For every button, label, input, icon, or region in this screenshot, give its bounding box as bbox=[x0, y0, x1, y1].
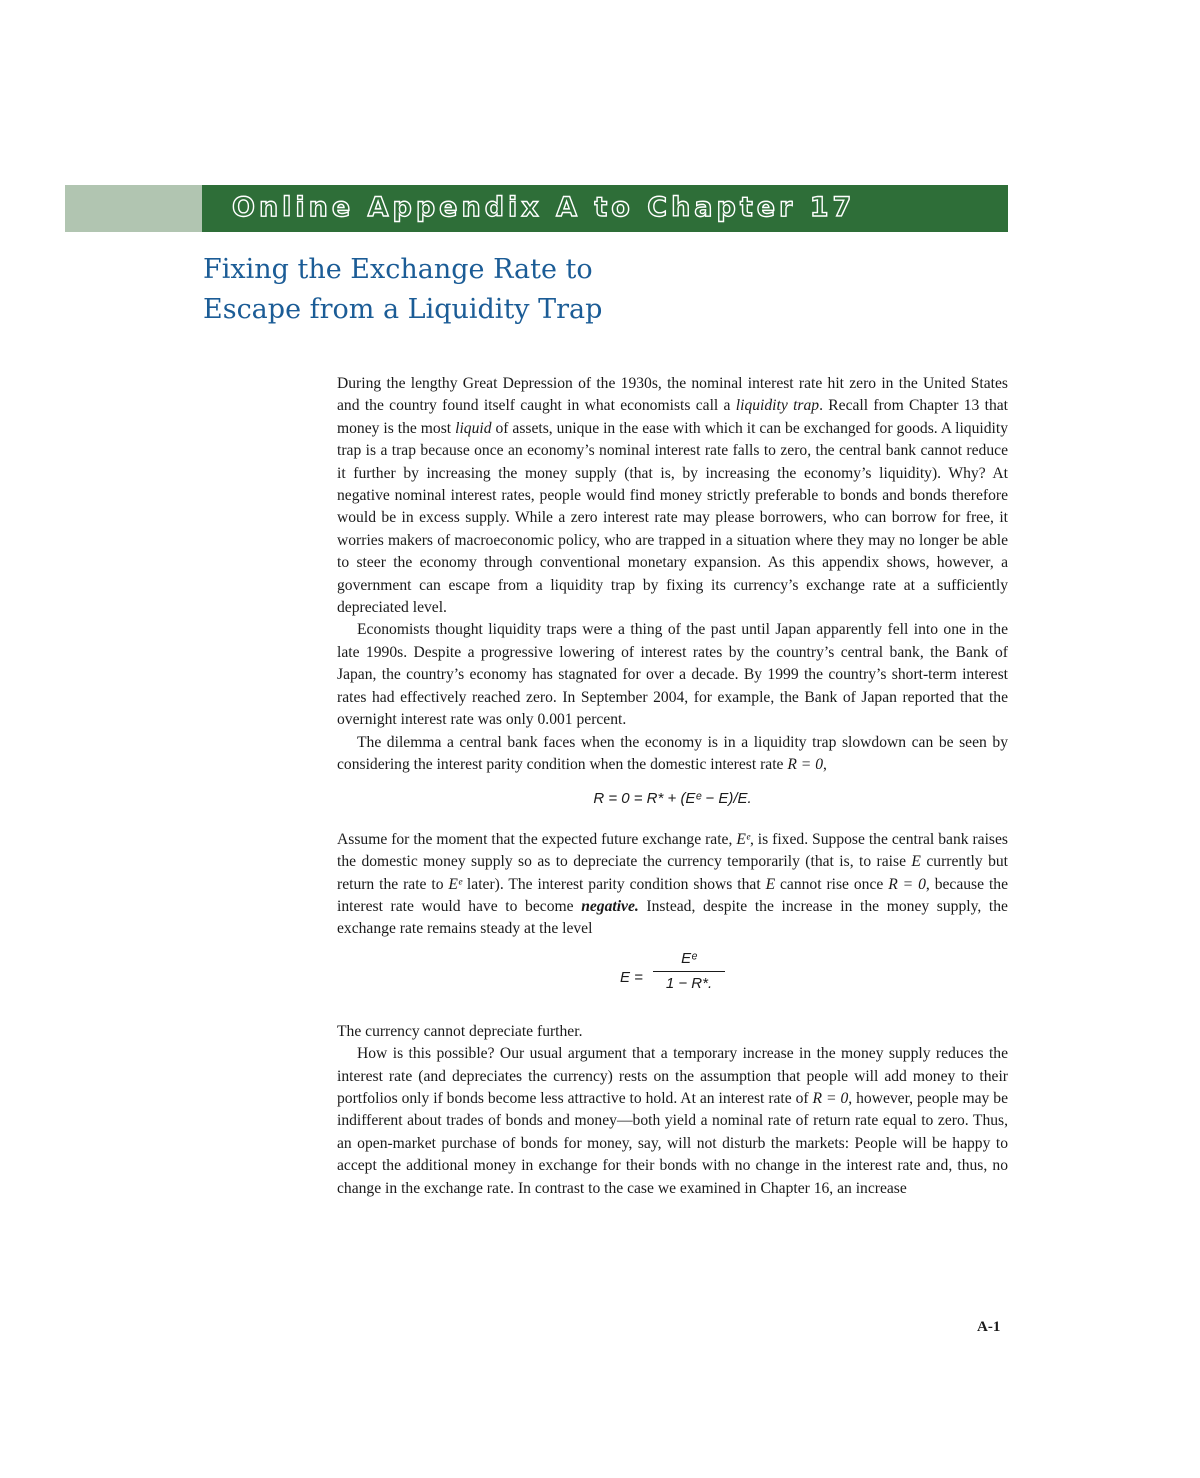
fraction-numerator: Eᵉ bbox=[681, 949, 697, 967]
fraction-denominator bbox=[653, 974, 725, 994]
equation-fraction bbox=[653, 949, 725, 994]
body-text bbox=[337, 373, 1008, 1200]
denominator-text: 1 − R* bbox=[665, 974, 708, 992]
paragraph-4 bbox=[337, 829, 1008, 941]
text-run: The dilemma a central bank faces when the economy is in a liquidity trap slowdown can be seen by considering the interest parity condition when the domestic interest rate bbox=[337, 733, 1008, 773]
text-run: currently but return the rate to bbox=[337, 853, 1008, 893]
math-inline: R = 0 bbox=[787, 755, 824, 773]
paragraph-5: The currency cannot depreciate further. bbox=[337, 1022, 583, 1040]
text-run: . Recall from Chapter 13 that money is the most bbox=[337, 397, 1008, 437]
page-title bbox=[203, 250, 903, 330]
text-run: Instead, despite the increase in the money supply, the exchange rate remains steady at the level bbox=[337, 897, 1008, 938]
text-run: later). The interest parity condition shows that bbox=[462, 875, 766, 893]
math-inline: R = 0 bbox=[888, 875, 926, 893]
paragraph-2: Economists thought liquidity traps were a thing of the past until Japan apparently fell into one in the late 1990s. Despite a progressive lowering of interest rates by the country’s central bank, the Bank of Japan, the country’s economy has stagnated for over a decade. By 1999 the country’s short-term interest rates had effectively reached zero. In September 2004, for example, the Bank of Japan reported that the overnight interest rate was only 0.001 percent. bbox=[337, 621, 1008, 729]
math-inline: R = 0 bbox=[812, 1089, 849, 1107]
math-inline: E bbox=[911, 853, 921, 871]
banner-dark-block bbox=[202, 185, 1008, 232]
emphasis: liquidity trap bbox=[735, 397, 820, 415]
equation-interest-parity: R = 0 = R* + (Eᵉ − E)/E. bbox=[593, 790, 752, 808]
math-inline: Eᵉ bbox=[736, 830, 750, 848]
math-inline: Eᵉ bbox=[448, 875, 463, 893]
text-run: , because the interest rate would have to become bbox=[337, 875, 1008, 915]
text-run: , bbox=[823, 755, 827, 773]
equation-exchange-rate bbox=[337, 949, 1008, 1011]
paragraph-6 bbox=[337, 1043, 1008, 1200]
text-run: cannot rise once bbox=[775, 875, 889, 893]
text-run: of assets, unique in the ease with which it can be exchanged for goods. A liquidity trap is a trap because once an economy’s nominal interest rate falls to zero, the central bank cannot reduce it further by increasing the money supply (that is, by increasing the economy’s liquidity). Why? At negative nominal interest rates, people would find money strictly preferable to bonds and bonds therefore would be in excess supply. While a zero interest rate may please borrowers, who can borrow for free, it worries makers of macroeconomic policy, who are trapped in a situation where they may no longer be able to steer the economy through conventional monetary expansion. As this appendix shows, however, a government can escape from a liquidity trap by fixing its currency’s exchange rate at a sufficiently depreciated level. bbox=[337, 419, 1008, 617]
text-run: During the lengthy Great Depression of the 1930s, the nominal interest rate hit zero in the United States and the country found itself caught in what economists call a bbox=[337, 375, 1008, 415]
emphasis: negative. bbox=[581, 897, 639, 915]
banner-light-block bbox=[65, 185, 202, 232]
math-inline: E bbox=[765, 875, 776, 893]
equation-period: . bbox=[707, 974, 713, 992]
page-number: A-1 bbox=[977, 1319, 1001, 1335]
text-run: How is this possible? Our usual argument that a temporary increase in the money supply reduces the interest rate (and depreciates the currency) rests on the assumption that people will add money to their portfolios only if bonds become less attractive to hold. At an interest rate of bbox=[337, 1045, 1008, 1107]
fraction-bar bbox=[653, 971, 725, 972]
chapter-banner bbox=[65, 185, 1008, 232]
text-run: , however, people may be indifferent about trades of bonds and money—both yield a nominal rate of return rate equal to zero. Thus, an open-market purchase of bonds for money, say, will not disturb the markets: People will be happy to accept the additional money in exchange for their bonds with no change in the interest rate and, thus, no change in the exchange rate. In contrast to the case we examined in Chapter 16, an increase bbox=[337, 1089, 1008, 1197]
emphasis: liquid bbox=[455, 419, 492, 437]
title-line-1: Fixing the Exchange Rate to bbox=[203, 254, 593, 285]
title-line-2: Escape from a Liquidity Trap bbox=[203, 294, 603, 325]
text-run: , is fixed. Suppose the central bank raises the domestic money supply so as to depreciate the currency temporarily (that is, to raise bbox=[337, 830, 1008, 871]
paragraph-1 bbox=[337, 373, 1008, 619]
banner-text: Online Appendix A to Chapter 17 bbox=[232, 192, 856, 223]
equation-lhs: E = bbox=[620, 968, 643, 986]
text-run: Assume for the moment that the expected future exchange rate, bbox=[337, 830, 737, 848]
paragraph-3 bbox=[337, 732, 1008, 777]
